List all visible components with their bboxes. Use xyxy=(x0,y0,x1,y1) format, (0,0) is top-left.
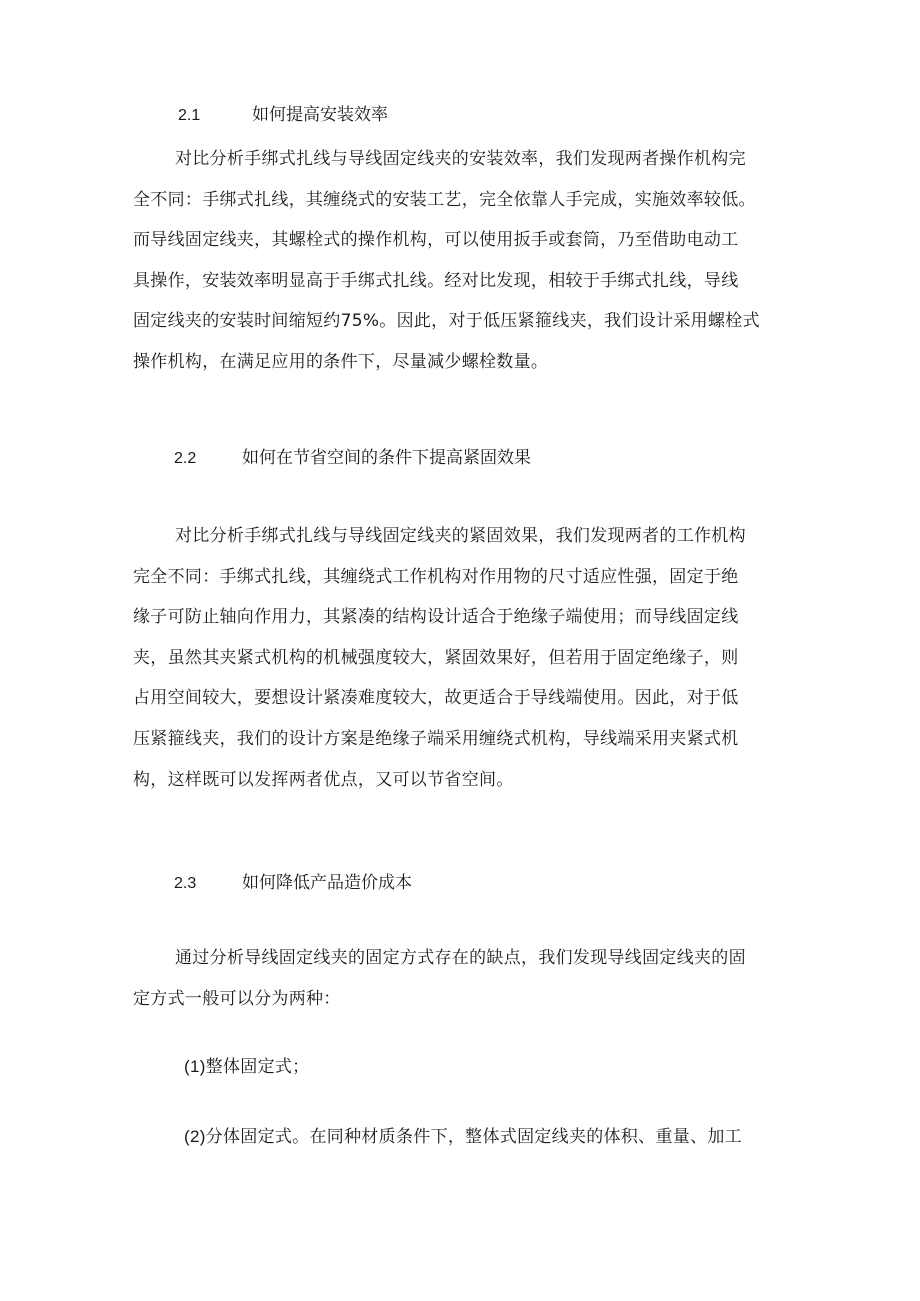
paragraph-line: 占用空间较大，要想设计紧凑难度较大，故更适合于导线端使用。因此，对于低 xyxy=(133,688,739,709)
paragraph-line: 缘子可防止轴向作用力，其紧凑的结构设计适合于绝缘子端使用；而导线固定线 xyxy=(133,607,739,628)
list-item-text: 分体固定式。在同种材质条件下，整体式固定线夹的体积、重量、加工 xyxy=(205,1127,742,1147)
paragraph-line: 而导线固定线夹，其螺栓式的操作机构，可以使用扳手或套筒，乃至借助电动工 xyxy=(133,230,739,251)
paragraph-line: 操作机构，在满足应用的条件下，尽量减少螺栓数量。 xyxy=(133,351,549,372)
paragraph-line: 构，这样既可以发挥两者优点，又可以节省空间。 xyxy=(133,769,514,790)
section-number: 2.1 xyxy=(178,107,201,124)
paragraph-line: 对比分析手绑式扎线与导线固定线夹的安装效率，我们发现两者操作机构完 xyxy=(175,149,746,169)
paragraph-line: 对比分析手绑式扎线与导线固定线夹的紧固效果，我们发现两者的工作机构 xyxy=(175,526,746,546)
section-title: 如何降低产品造价成本 xyxy=(242,873,412,893)
section-paragraph-2-2 xyxy=(133,516,793,800)
paragraph-line: 全不同：手绑式扎线，其缠绕式的安装工艺，完全依靠人手完成，实施效率较低。 xyxy=(133,189,756,210)
section-paragraph-2-1 xyxy=(133,139,793,383)
section-heading-2-1 xyxy=(178,103,388,128)
paragraph-line: 固定线夹的安装时间缩短约75%。因此，对于低压紧箍线夹，我们设计采用螺栓式 xyxy=(133,311,760,332)
paragraph-line: 通过分析导线固定线夹的固定方式存在的缺点，我们发现导线固定线夹的固 xyxy=(175,948,746,968)
list-item-text: 整体固定式； xyxy=(205,1057,310,1077)
paragraph-line: 定方式一般可以分为两种： xyxy=(133,988,341,1009)
section-title: 如何提高安装效率 xyxy=(252,105,388,125)
section-number: 2.3 xyxy=(174,875,197,892)
list-marker: (2) xyxy=(184,1127,206,1146)
section-heading-2-3 xyxy=(174,871,412,896)
section-number: 2.2 xyxy=(174,450,197,467)
paragraph-line: 完全不同：手绑式扎线，其缠绕式工作机构对作用物的尺寸适应性强，固定于绝 xyxy=(133,566,739,587)
list-marker: (1) xyxy=(184,1057,206,1076)
list-item-2 xyxy=(184,1125,742,1149)
paragraph-line: 夹，虽然其夹紧式机构的机械强度较大，紧固效果好，但若用于固定绝缘子，则 xyxy=(133,647,739,668)
section-title: 如何在节省空间的条件下提高紧固效果 xyxy=(242,448,531,468)
section-heading-2-2 xyxy=(174,446,531,471)
paragraph-line: 具操作，安装效率明显高于手绑式扎线。经对比发现，相较于手绑式扎线，导线 xyxy=(133,270,739,291)
section-paragraph-2-3 xyxy=(133,938,793,1019)
paragraph-line: 压紧箍线夹，我们的设计方案是绝缘子端采用缠绕式机构，导线端采用夹紧式机 xyxy=(133,728,739,749)
list-item-1 xyxy=(184,1055,310,1079)
